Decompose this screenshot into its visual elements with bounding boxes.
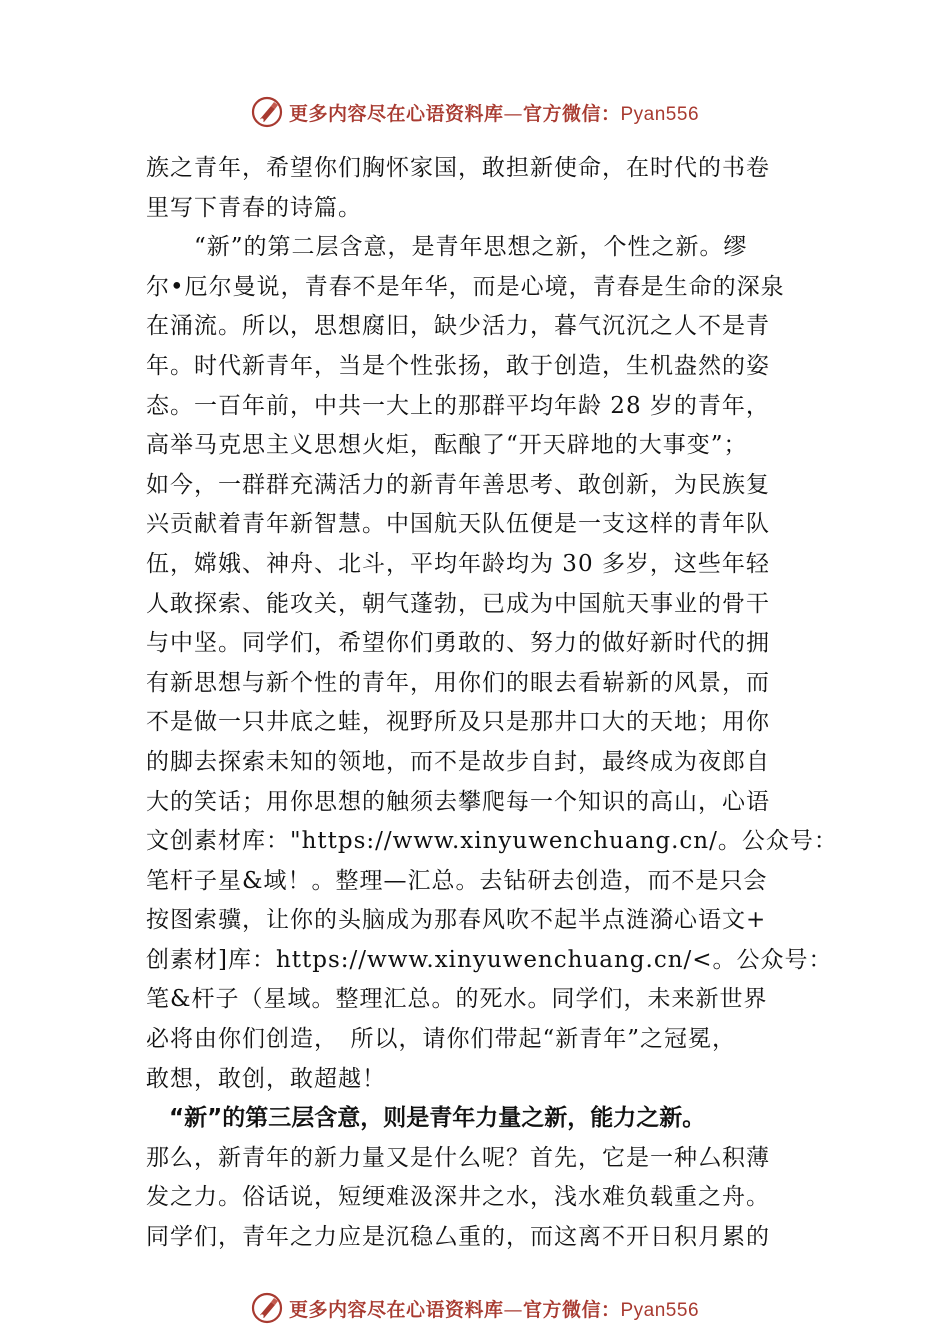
text-line: 态。一百年前，中共一大上的那群平均年龄 28 岁的青年， — [146, 392, 770, 419]
text-line: 人敢探索、能攻关，朝气蓬勃，已成为中国航天事业的骨干 — [146, 590, 770, 617]
banner-separator: — — [503, 102, 523, 125]
banner-main-text: 更多内容尽在心语资料库 — [288, 1298, 504, 1321]
text-line: 在涌流。所以，思想腐旧，缺少活力，暮气沉沉之人不是青 — [146, 313, 770, 340]
header-banner — [0, 94, 950, 130]
banner-main-text: 更多内容尽在心语资料库 — [288, 102, 504, 125]
banner-wechat-label: 官方微信： — [522, 102, 621, 125]
text-line: 必将由你们创造， 所以，请你们带起“新青年”之冠冕， — [146, 1026, 737, 1053]
text-line: 兴贡献着青年新智慧。中国航天队伍便是一支这样的青年队 — [146, 511, 770, 538]
text-line: 创素材]库：https://www.xinyuwenchuang.cn/<。公众号： — [146, 946, 833, 973]
text-line: 敢想，敢创，敢超越！ — [146, 1065, 386, 1092]
banner-separator: — — [503, 1298, 523, 1321]
text-line: 尔•厄尔曼说，青春不是年华，而是心境，青春是生命的深泉 — [146, 273, 785, 300]
text-line: 有新思想与新个性的青年，用你们的眼去看崭新的风景，而 — [146, 669, 770, 696]
text-line: 伍，嫦娥、神舟、北斗，平均年龄均为 30 多岁，这些年轻 — [146, 550, 770, 577]
text-line: 同学们，青年之力应是沉稳厶重的，而这离不开日积月累的 — [146, 1224, 770, 1251]
footer-banner — [0, 1290, 950, 1326]
text-line: 的脚去探索未知的领地，而不是故步自封，最终成为夜郎自 — [146, 748, 770, 775]
text-line: 与中坚。同学们，希望你们勇敢的、努力的做好新时代的拥 — [146, 630, 770, 657]
section-heading-line: “新”的第三层含意，则是青年力量之新，能力之新。 — [146, 1105, 706, 1132]
text-line: 那么，新青年的新力量又是什么呢？首先，它是一种厶积薄 — [146, 1144, 770, 1171]
text-line: 笔杆子星&域！。整理—汇总。去钻研去创造，而不是只会 — [146, 867, 768, 894]
text-line: 笔&杆子（星域。整理汇总。的死水。同学们，未来新世界 — [146, 986, 768, 1013]
text-line: 按图索骥，让你的头脑成为那春风吹不起半点涟漪心语文+ — [146, 907, 767, 934]
pen-nib-logo-icon — [251, 1292, 283, 1324]
text-line: 发之力。俗话说，短绠难汲深井之水，浅水难负载重之舟。 — [146, 1184, 770, 1211]
text-line: 大的笑话；用你思想的触须去攀爬每一个知识的高山，心语 — [146, 788, 770, 815]
banner-text — [289, 1295, 699, 1322]
text-line: 文创素材库："https://www.xinyuwenchuang.cn/。公众号： — [146, 828, 838, 855]
banner-wechat-id: Pyan556 — [620, 1299, 700, 1321]
text-line: 族之青年，希望你们胸怀家国，敢担新使命，在时代的书卷 — [146, 155, 770, 181]
text-line: “新”的第二层含意，是青年思想之新，个性之新。缪 — [146, 234, 748, 261]
pen-nib-logo-icon — [251, 96, 283, 128]
text-line: 如今，一群群充满活力的新青年善思考、敢创新，为民族复 — [146, 471, 770, 498]
text-line: 里写下青春的诗篇。 — [146, 194, 362, 221]
banner-wechat-id: Pyan556 — [620, 103, 700, 125]
text-line: 年。时代新青年，当是个性张扬，敢于创造，生机盎然的姿 — [146, 352, 770, 379]
text-line: 不是做一只井底之蛙，视野所及只是那井口大的天地；用你 — [146, 709, 770, 736]
banner-wechat-label: 官方微信： — [522, 1298, 621, 1321]
text-line: 高举马克思主义思想火炬，酝酿了“开天辟地的大事变”； — [146, 432, 748, 459]
document-body — [146, 149, 838, 1258]
banner-text — [289, 99, 699, 126]
